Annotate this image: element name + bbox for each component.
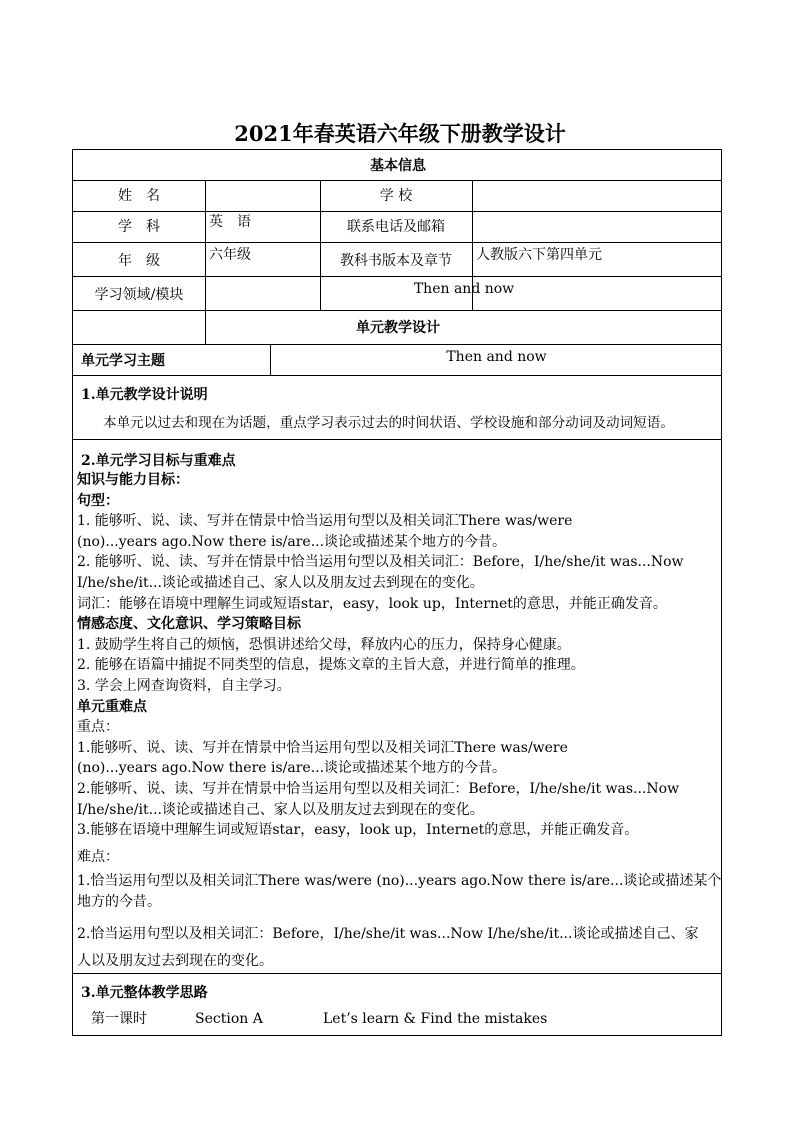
lesson-design-table [72,149,722,1036]
section-2-line: 地方的今昔。 [77,893,161,910]
unit-theme-label: 单元学习主题 [81,353,165,369]
section-2-line: 1. 能够听、说、读、写并在情景中恰当运用句型以及相关词汇There was/were [77,513,573,530]
lesson-section: Section A [195,1011,263,1027]
section-2-line: 1. 鼓励学生将自己的烦恼，恐惧讲述给父母，释放内心的压力，保持身心健康。 [77,636,571,653]
section-2-line: 3.能够在语境中理解生词或短语star，easy，look up，Internet的意思，并能正确发音。 [77,822,639,839]
section-2-line: 知识与能力目标： [77,472,189,488]
grade-value: 六年级 [209,247,251,263]
section-2-line: 句型： [77,492,119,509]
subject-label: 学 科 [118,219,160,235]
section-2-line: 2. 能够在语篇中捕捉不同类型的信息，提炼文章的主旨大意，并进行简单的推理。 [77,657,585,674]
basic-info-header: 基本信息 [370,158,426,174]
lesson-number: 第一课时 [91,1011,147,1027]
section-1-text: 本单元以过去和现在为话题，重点学习表示过去的时间状语、学校设施和部分动词及动词短语。 [103,415,674,431]
section-2-heading: 2.单元学习目标与重难点 [81,453,236,469]
section-2-line: I/he/she/it...谈论或描述自己、家人以及朋友过去到现在的变化。 [77,801,484,818]
section-2-line: 3. 学会上网查询资料，自主学习。 [77,677,291,694]
section-1-heading: 1.单元教学设计说明 [81,387,208,403]
school-label: 学 校 [379,188,413,204]
section-2-line: 词汇：能够在语境中理解生词或短语star，easy，look up，Internet的意思，并能正确发音。 [77,595,667,612]
subject-value: 英 语 [209,214,251,230]
lesson-activity: Let’s learn & Find the mistakes [323,1011,548,1027]
contact-label: 联系电话及邮箱 [347,219,445,235]
document-title: 2021年春英语六年级下册教学设计 [234,121,566,146]
section-2-line: 2. 能够听、说、读、写并在情景中恰当运用句型以及相关词汇：Before，I/he/she/it was...Now [77,554,684,571]
section-2-line: 2.能够听、说、读、写并在情景中恰当运用句型以及相关词汇：Before，I/he/she/it was...Now [77,780,680,797]
domain-label: 学习领域/模块 [94,287,184,303]
section-3-heading: 3.单元整体教学思路 [81,985,208,1001]
textbook-label: 教科书版本及章节 [340,253,452,269]
unit-design-header: 单元教学设计 [356,320,440,336]
section-2-body [77,470,722,974]
section-2-line: (no)...years ago.Now there is/are...谈论或描述某个地方的今昔。 [77,760,507,777]
section-2-line: 情感态度、文化意识、学习策略目标 [77,616,301,633]
section-2-line: 人以及朋友过去到现在的变化。 [77,953,273,970]
section-2-line: 1.能够听、说、读、写并在情景中恰当运用句型以及相关词汇There was/were [77,739,568,756]
section-2-line: 单元重难点 [77,698,147,715]
section-2-line: 1.恰当运用句型以及相关词汇There was/were (no)...years ago.Now there is/are...谈论或描述某个 [77,873,722,890]
name-label: 姓 名 [118,188,160,204]
section-2-line: 难点： [77,848,119,865]
section-2-line: 重点： [77,719,119,736]
domain-value: Then and now [413,281,515,297]
section-2-line: (no)...years ago.Now there is/are...谈论或描述某个地方的今昔。 [77,533,507,550]
unit-theme-value: Then and now [446,349,547,365]
grade-label: 年 级 [118,253,160,269]
section-2-line: I/he/she/it...谈论或描述自己、家人以及朋友过去到现在的变化。 [77,574,484,591]
textbook-value: 人教版六下第四单元 [476,247,602,263]
section-2-line: 2.恰当运用句型以及相关词汇：Before，I/he/she/it was...Now I/he/she/it...谈论或描述自己、家 [77,926,699,943]
